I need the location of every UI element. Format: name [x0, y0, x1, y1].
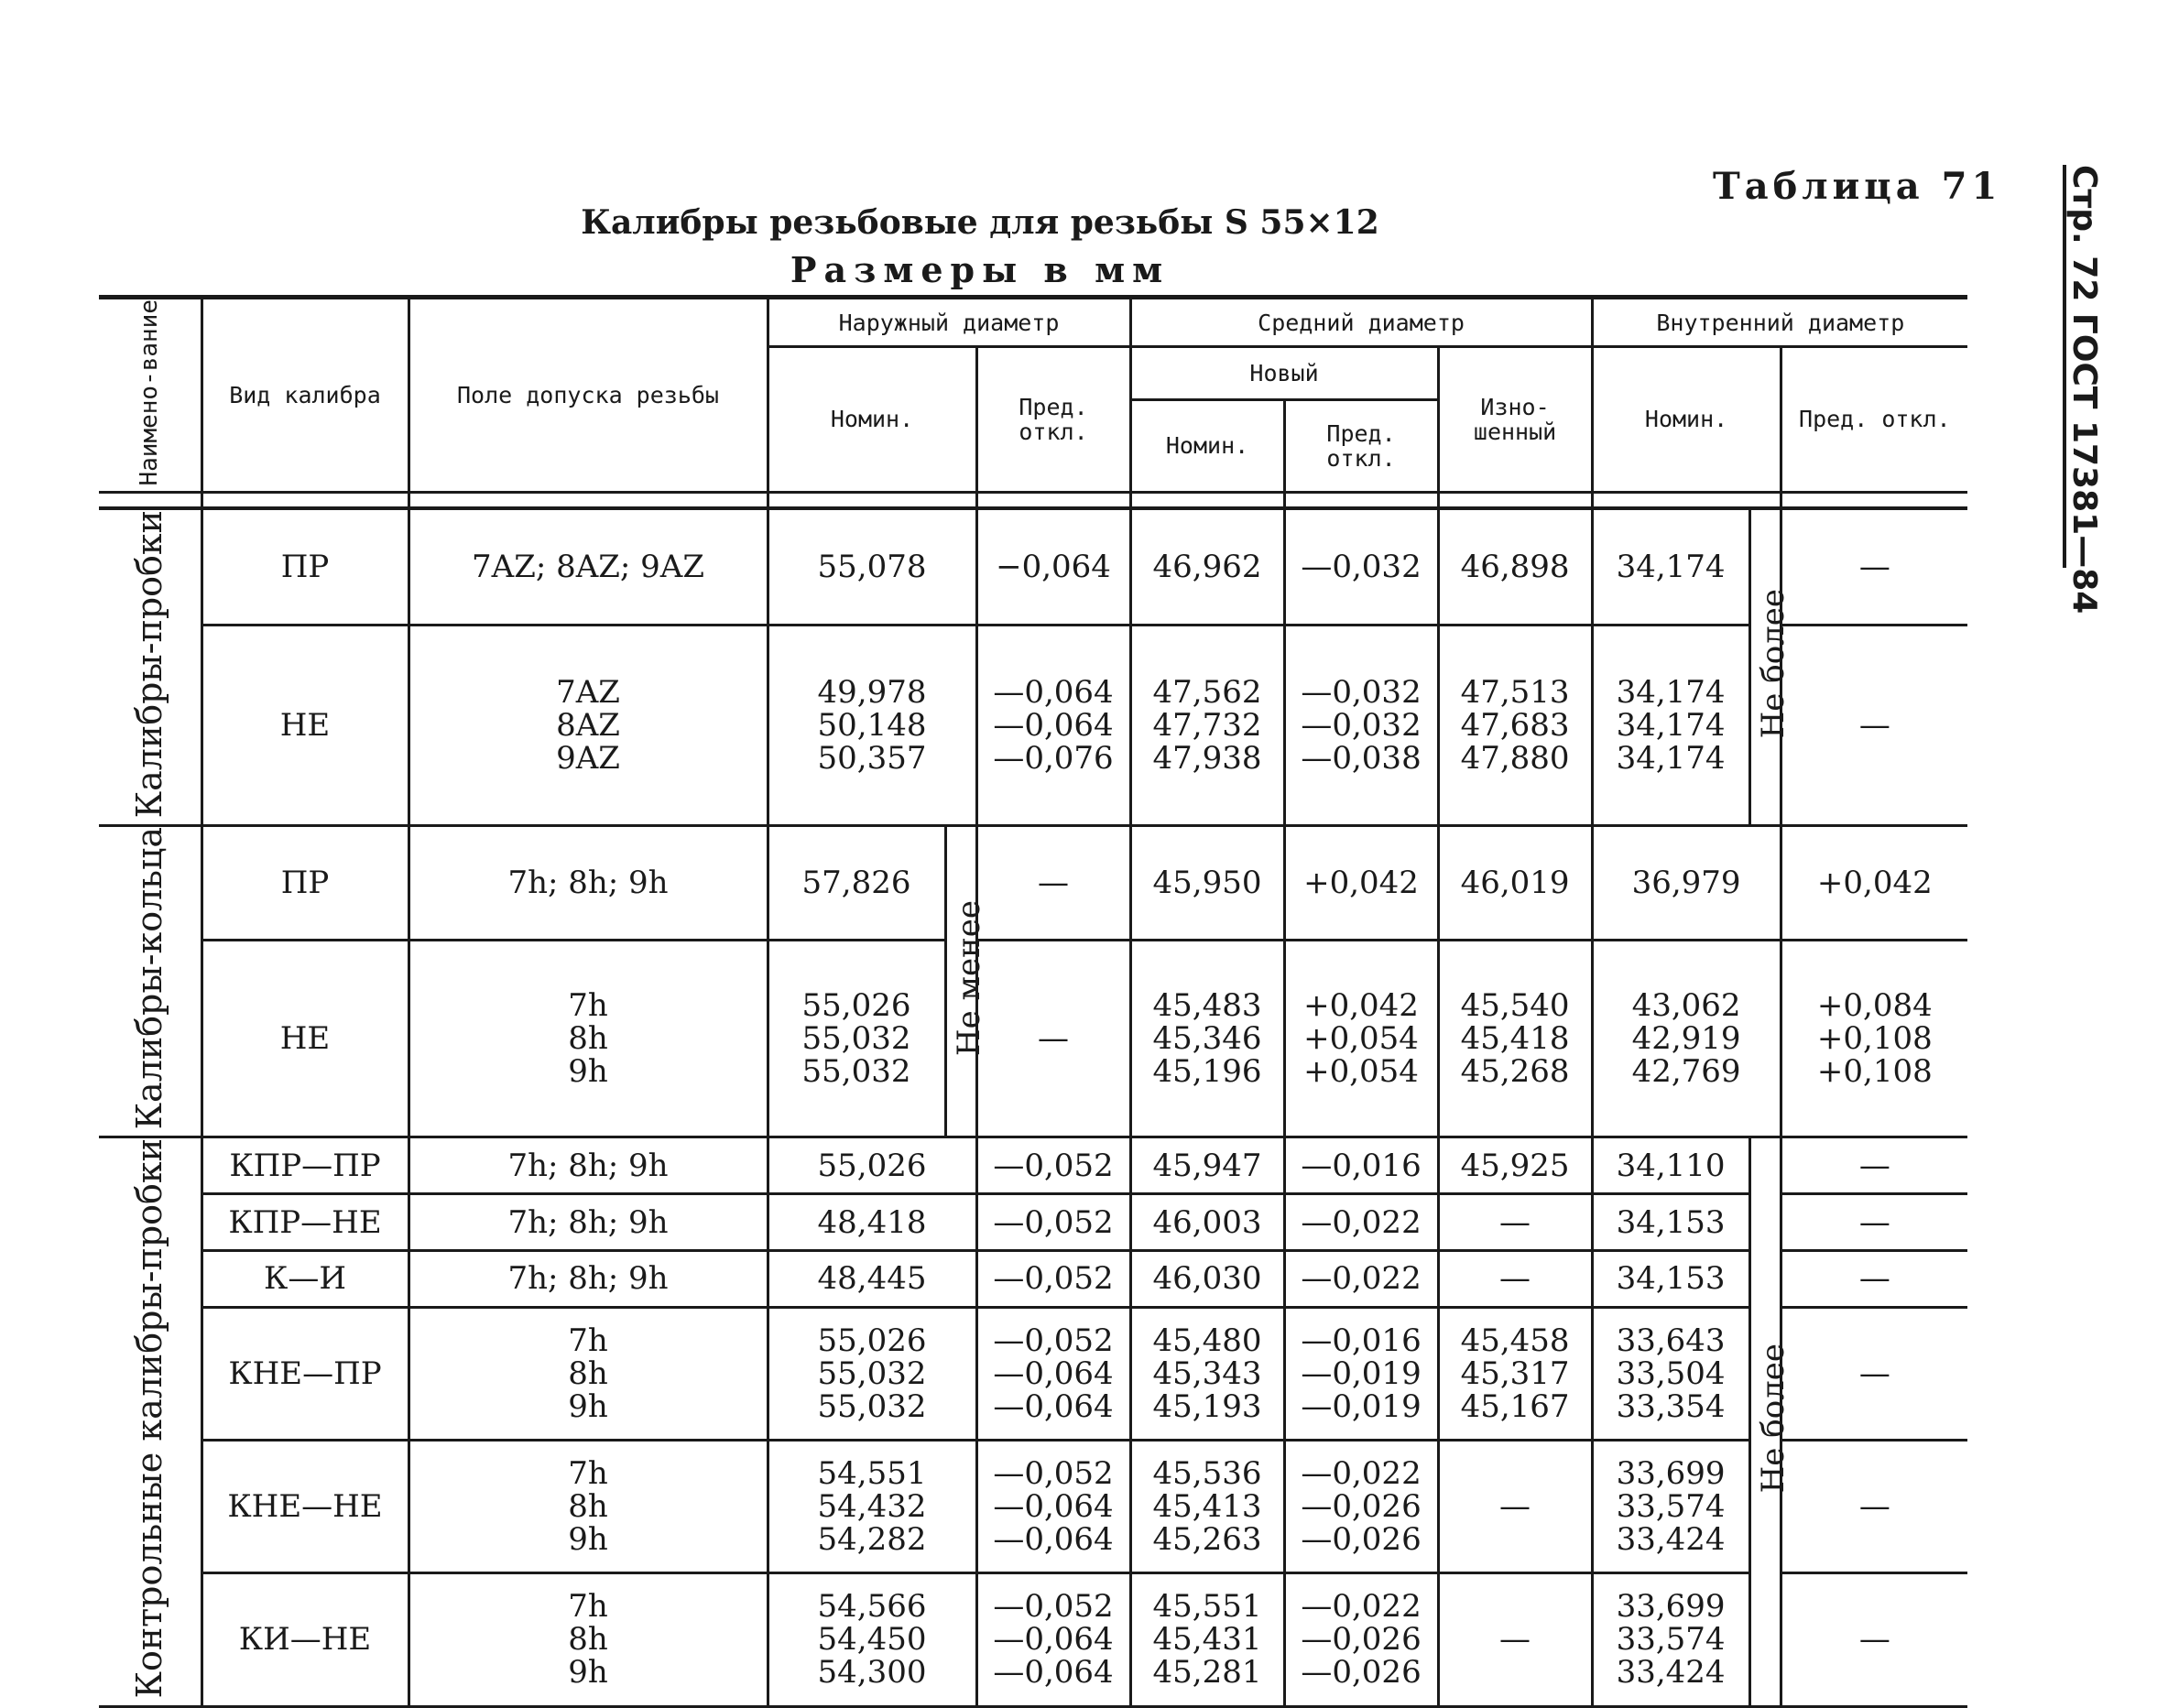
outer-deviation: — [976, 940, 1130, 1137]
gauge-type: НЕ [202, 626, 409, 826]
inner-deviation: +0,084 +0,108 +0,108 [1781, 940, 1967, 1137]
gauge-type: КНЕ—ПР [202, 1307, 409, 1440]
tolerance: 7h; 8h; 9h [409, 825, 768, 940]
table-row [99, 1194, 1967, 1251]
gauge-type: К—И [202, 1251, 409, 1308]
inner-nominal: 33,699 33,574 33,424 [1592, 1573, 1749, 1706]
header-inner-nominal: Номин. [1592, 347, 1781, 493]
header-name: Наимено-вание [99, 298, 202, 493]
tolerance: 7h; 8h; 9h [409, 1194, 768, 1251]
tolerance: 7AZ; 8AZ; 9AZ [409, 508, 768, 626]
outer-nominal: 54,566 54,450 54,300 [768, 1573, 976, 1706]
gauge-type: ПР [202, 508, 409, 626]
mean-nominal: 45,950 [1130, 825, 1284, 940]
mean-deviation: +0,042 +0,054 +0,054 [1284, 940, 1438, 1137]
mean-nominal: 45,551 45,431 45,281 [1130, 1573, 1284, 1706]
outer-deviation: —0,052 [976, 1194, 1130, 1251]
mean-nominal: 45,480 45,343 45,193 [1130, 1307, 1284, 1440]
gauge-type: КИ—НЕ [202, 1573, 409, 1706]
table-row [99, 1441, 1967, 1573]
mean-nominal: 46,962 [1130, 508, 1284, 626]
mean-deviation: —0,016 [1284, 1137, 1438, 1194]
worn-value: 45,540 45,418 45,268 [1438, 940, 1592, 1137]
mark-not-more: Не более [1749, 508, 1781, 826]
header-mean-nominal: Номин. [1130, 399, 1284, 492]
tolerance: 7h 8h 9h [409, 1307, 768, 1440]
inner-deviation: — [1781, 1194, 1967, 1251]
worn-value: 46,898 [1438, 508, 1592, 626]
header-inner-diameter: Внутренний диаметр [1592, 298, 1967, 347]
worn-value: — [1438, 1251, 1592, 1308]
mean-deviation: —0,022 —0,026 —0,026 [1284, 1573, 1438, 1706]
gauge-type: НЕ [202, 940, 409, 1137]
mean-deviation: —0,022 [1284, 1251, 1438, 1308]
mean-nominal: 47,562 47,732 47,938 [1130, 626, 1284, 826]
mean-deviation: —0,022 [1284, 1194, 1438, 1251]
mean-deviation: —0,032 —0,032 —0,038 [1284, 626, 1438, 826]
tolerance: 7h 8h 9h [409, 1441, 768, 1573]
mark-not-less: Не менее [945, 825, 976, 1137]
table-row [99, 1251, 1967, 1308]
inner-deviation: +0,042 [1781, 825, 1967, 940]
table-title: Калибры резьбовые для резьбы S 55×12 [581, 203, 1379, 242]
worn-value: — [1438, 1194, 1592, 1251]
outer-nominal: 55,078 [768, 508, 976, 626]
outer-nominal: 49,978 50,148 50,357 [768, 626, 976, 826]
mean-nominal: 46,030 [1130, 1251, 1284, 1308]
table-row [99, 508, 1967, 626]
mean-nominal: 45,947 [1130, 1137, 1284, 1194]
table-label: Таблица 71 [1713, 165, 2002, 208]
mark-not-more: Не более [1749, 1137, 1781, 1706]
inner-deviation: — [1781, 1307, 1967, 1440]
table-row [99, 825, 1967, 940]
tolerance: 7h; 8h; 9h [409, 1251, 768, 1308]
outer-deviation: —0,052 —0,064 —0,064 [976, 1573, 1130, 1706]
tolerance: 7h; 8h; 9h [409, 1137, 768, 1194]
gauge-type: КПР—НЕ [202, 1194, 409, 1251]
inner-nominal: 33,643 33,504 33,354 [1592, 1307, 1749, 1440]
header-outer-deviation: Пред. откл. [976, 347, 1130, 493]
inner-deviation: — [1781, 1441, 1967, 1573]
worn-value: 46,019 [1438, 825, 1592, 940]
inner-nominal: 34,110 [1592, 1137, 1749, 1194]
worn-value: 47,513 47,683 47,880 [1438, 626, 1592, 826]
tolerance: 7h 8h 9h [409, 1573, 768, 1706]
outer-nominal: 48,445 [768, 1251, 976, 1308]
header-mean-deviation: Пред. откл. [1284, 399, 1438, 492]
mean-deviation: +0,042 [1284, 825, 1438, 940]
table-row [99, 1137, 1967, 1194]
inner-nominal: 36,979 [1592, 825, 1781, 940]
group-plug: Калибры-пробки [99, 508, 202, 826]
outer-nominal: 55,026 [768, 1137, 976, 1194]
table-row [99, 1307, 1967, 1440]
mean-nominal: 45,483 45,346 45,196 [1130, 940, 1284, 1137]
header-inner-deviation: Пред. откл. [1781, 347, 1967, 493]
outer-deviation: −0,064 [976, 508, 1130, 626]
worn-value: 45,925 [1438, 1137, 1592, 1194]
mean-deviation: —0,016 —0,019 —0,019 [1284, 1307, 1438, 1440]
gauge-type: КПР—ПР [202, 1137, 409, 1194]
side-reference-text: Стр. 72 ГОСТ 17381—84 [2065, 165, 2103, 615]
inner-nominal: 43,062 42,919 42,769 [1592, 940, 1781, 1137]
worn-value: — [1438, 1441, 1592, 1573]
inner-nominal: 33,699 33,574 33,424 [1592, 1441, 1749, 1573]
header-gauge-type: Вид калибра [202, 298, 409, 493]
gauge-table [99, 295, 1967, 1708]
mean-deviation: —0,032 [1284, 508, 1438, 626]
header-outer-nominal: Номин. [768, 347, 976, 493]
gauge-type: ПР [202, 825, 409, 940]
header-outer-diameter: Наружный диаметр [768, 298, 1130, 347]
outer-nominal: 55,026 55,032 55,032 [768, 1307, 976, 1440]
outer-nominal: 54,551 54,432 54,282 [768, 1441, 976, 1573]
mean-nominal: 45,536 45,413 45,263 [1130, 1441, 1284, 1573]
mean-nominal: 46,003 [1130, 1194, 1284, 1251]
inner-nominal: 34,153 [1592, 1251, 1749, 1308]
header-mean-diameter: Средний диаметр [1130, 298, 1592, 347]
header-tolerance: Поле допуска резьбы [409, 298, 768, 493]
table-row [99, 1573, 1967, 1706]
header-worn: Изно-шенный [1438, 347, 1592, 493]
units-caption: Размеры в мм [790, 249, 1171, 290]
outer-deviation: —0,052 —0,064 —0,064 [976, 1307, 1130, 1440]
outer-deviation: —0,052 [976, 1251, 1130, 1308]
outer-nominal: 55,026 55,032 55,032 [768, 940, 945, 1137]
worn-value: 45,458 45,317 45,167 [1438, 1307, 1592, 1440]
inner-nominal: 34,153 [1592, 1194, 1749, 1251]
inner-deviation: — [1781, 1251, 1967, 1308]
outer-deviation: — [976, 825, 1130, 940]
worn-value: — [1438, 1573, 1592, 1706]
tolerance: 7h 8h 9h [409, 940, 768, 1137]
gauge-type: КНЕ—НЕ [202, 1441, 409, 1573]
outer-deviation: —0,052 [976, 1137, 1130, 1194]
inner-deviation: — [1781, 1573, 1967, 1706]
inner-deviation: — [1781, 626, 1967, 826]
outer-nominal: 48,418 [768, 1194, 976, 1251]
outer-deviation: —0,064 —0,064 —0,076 [976, 626, 1130, 826]
inner-nominal: 34,174 [1592, 508, 1749, 626]
inner-nominal: 34,174 34,174 34,174 [1592, 626, 1749, 826]
tolerance: 7AZ 8AZ 9AZ [409, 626, 768, 826]
table-row [99, 626, 1967, 826]
header-new: Новый [1130, 347, 1438, 400]
outer-deviation: —0,052 —0,064 —0,064 [976, 1441, 1130, 1573]
inner-deviation: — [1781, 508, 1967, 626]
outer-nominal: 57,826 [768, 825, 945, 940]
mean-deviation: —0,022 —0,026 —0,026 [1284, 1441, 1438, 1573]
table-row [99, 940, 1967, 1137]
group-control: Контрольные калибры-пробки [99, 1137, 202, 1706]
group-ring: Калибры-кольца [99, 825, 202, 1137]
side-reference [2063, 165, 2103, 615]
inner-deviation: — [1781, 1137, 1967, 1194]
